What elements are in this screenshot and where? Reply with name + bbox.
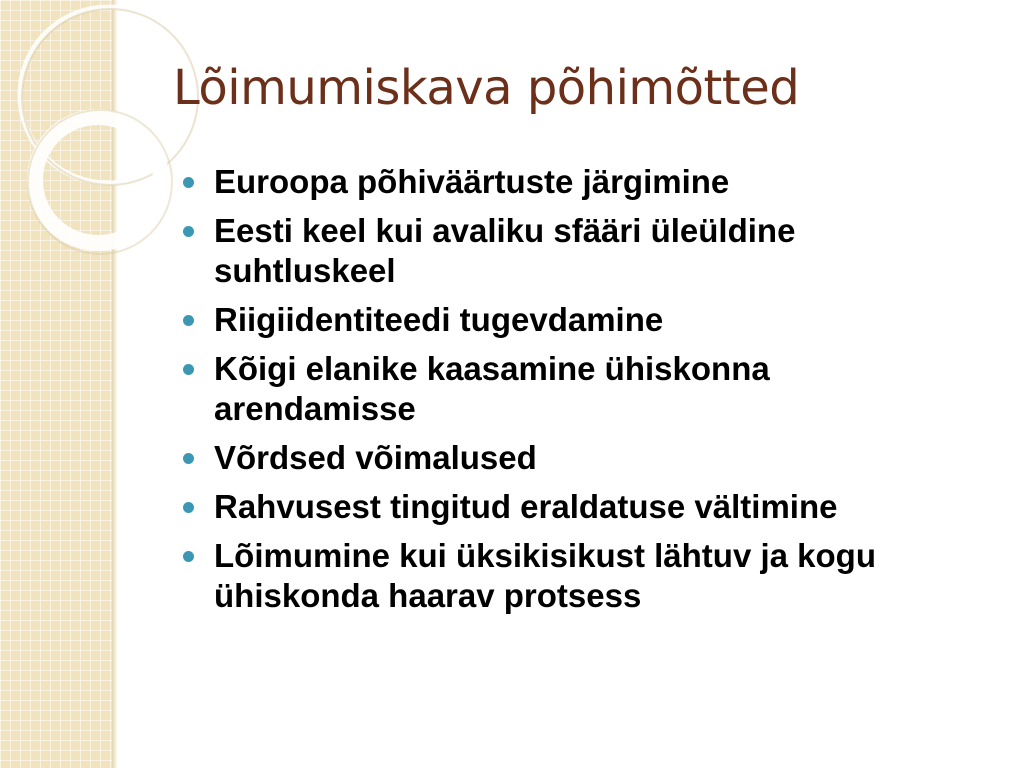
bullet-text: Euroopa põhiväärtuste järgimine xyxy=(214,163,730,200)
bullet-item xyxy=(178,536,978,616)
bullet-item xyxy=(178,438,978,478)
decorative-side-panel xyxy=(0,0,112,768)
bullet-dot-icon xyxy=(183,226,194,237)
bullet-text: Võrdsed võimalused xyxy=(214,439,537,476)
bullet-text: Lõimumine kui üksikisikust lähtuv ja kogu ühiskonda haarav protsess xyxy=(214,537,876,614)
bullet-item xyxy=(178,349,978,429)
bullet-item xyxy=(178,162,978,202)
slide-title: Lõimumiskava põhimõtted xyxy=(173,60,800,116)
bullet-dot-icon xyxy=(183,364,194,375)
bullet-dot-icon xyxy=(183,551,194,562)
bullet-item xyxy=(178,300,978,340)
side-panel-edge xyxy=(112,0,118,768)
bullet-text: Riigiidentiteedi tugevdamine xyxy=(214,301,664,338)
bullet-dot-icon xyxy=(183,502,194,513)
bullet-item xyxy=(178,487,978,527)
bullet-item xyxy=(178,211,978,291)
bullet-list xyxy=(178,162,978,625)
bullet-dot-icon xyxy=(183,177,194,188)
bullet-dot-icon xyxy=(183,315,194,326)
bullet-text: Rahvusest tingitud eraldatuse vältimine xyxy=(214,488,838,525)
bullet-text: Eesti keel kui avaliku sfääri üleüldine suhtluskeel xyxy=(214,212,796,289)
bullet-text: Kõigi elanike kaasamine ühiskonna arendamisse xyxy=(214,350,770,427)
bullet-dot-icon xyxy=(183,453,194,464)
